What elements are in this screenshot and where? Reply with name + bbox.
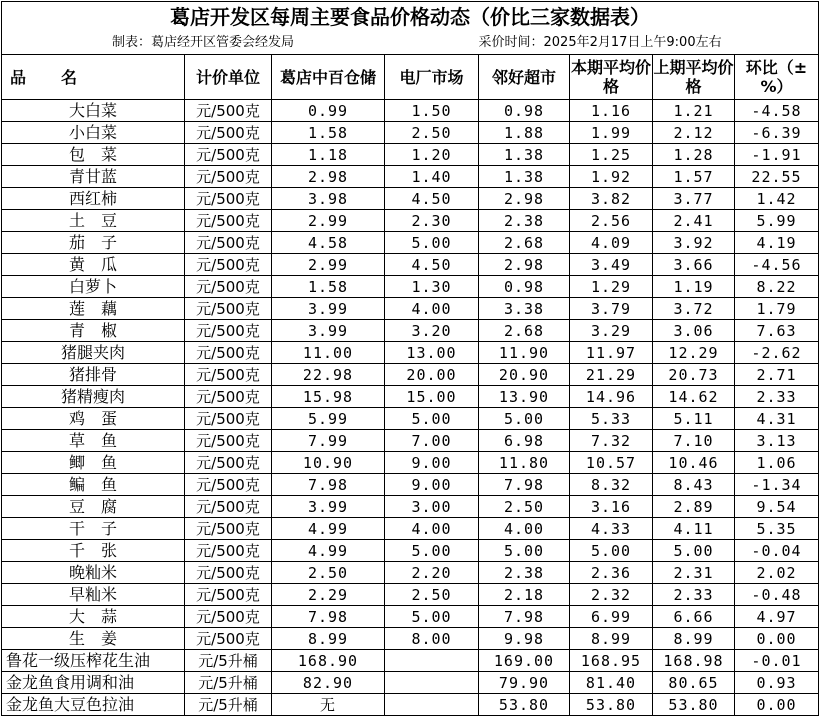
item-name: 晚籼米 [2, 562, 185, 584]
table-row [2, 584, 819, 606]
current-average: 4.33 [570, 518, 653, 540]
previous-average: 53.80 [653, 694, 735, 716]
price-store1: 2.50 [272, 562, 385, 584]
current-average: 1.25 [570, 144, 653, 166]
price-store1: 168.90 [272, 650, 385, 672]
current-average: 8.32 [570, 474, 653, 496]
price-store2: 5.00 [385, 606, 479, 628]
previous-average: 10.46 [653, 452, 735, 474]
change-percent: 9.54 [735, 496, 819, 518]
current-average: 168.95 [570, 650, 653, 672]
price-store1: 1.58 [272, 276, 385, 298]
price-store3: 13.90 [479, 386, 570, 408]
current-average: 2.56 [570, 210, 653, 232]
price-store2: 2.50 [385, 122, 479, 144]
unit-cell: 元/500克 [185, 562, 272, 584]
previous-average: 20.73 [653, 364, 735, 386]
price-store1: 1.58 [272, 122, 385, 144]
change-percent: -0.01 [735, 650, 819, 672]
item-name: 猪腿夹肉 [2, 342, 185, 364]
current-average: 2.36 [570, 562, 653, 584]
change-percent: 0.00 [735, 694, 819, 716]
price-store2 [385, 672, 479, 694]
table-row [2, 342, 819, 364]
price-store3: 5.00 [479, 408, 570, 430]
previous-average: 8.43 [653, 474, 735, 496]
previous-average: 1.57 [653, 166, 735, 188]
header-store1: 葛店中百仓储 [272, 55, 385, 100]
change-percent: 2.02 [735, 562, 819, 584]
price-store2: 3.00 [385, 496, 479, 518]
unit-cell: 元/500克 [185, 474, 272, 496]
maker-note: 制表：葛店经开区管委会经发局 [2, 32, 479, 55]
price-store2: 8.00 [385, 628, 479, 650]
unit-cell: 元/500克 [185, 276, 272, 298]
table-row [2, 210, 819, 232]
current-average: 3.29 [570, 320, 653, 342]
price-store2: 2.30 [385, 210, 479, 232]
table-row [2, 188, 819, 210]
table-row [2, 562, 819, 584]
item-name: 青 椒 [2, 320, 185, 342]
change-percent: 2.33 [735, 386, 819, 408]
header-current-average: 本期平均价格 [570, 55, 653, 100]
price-store2 [385, 650, 479, 672]
previous-average: 2.33 [653, 584, 735, 606]
table-row [2, 320, 819, 342]
unit-cell: 元/500克 [185, 628, 272, 650]
price-store1: 4.99 [272, 518, 385, 540]
current-average: 53.80 [570, 694, 653, 716]
change-percent: 0.93 [735, 672, 819, 694]
unit-cell: 元/500克 [185, 584, 272, 606]
price-store1: 5.99 [272, 408, 385, 430]
previous-average: 80.65 [653, 672, 735, 694]
price-store2: 20.00 [385, 364, 479, 386]
previous-average: 3.66 [653, 254, 735, 276]
price-store2: 1.50 [385, 100, 479, 122]
price-store3: 2.98 [479, 254, 570, 276]
price-store2: 5.00 [385, 232, 479, 254]
item-name: 猪排骨 [2, 364, 185, 386]
unit-cell: 元/500克 [185, 232, 272, 254]
table-row [2, 650, 819, 672]
change-percent: -0.04 [735, 540, 819, 562]
header-item: 品 名 [2, 55, 185, 100]
previous-average: 1.19 [653, 276, 735, 298]
price-store2: 9.00 [385, 452, 479, 474]
price-store1: 无 [272, 694, 385, 716]
price-store1: 2.98 [272, 166, 385, 188]
price-store1: 1.18 [272, 144, 385, 166]
previous-average: 3.92 [653, 232, 735, 254]
item-name: 西红柿 [2, 188, 185, 210]
price-store2: 1.30 [385, 276, 479, 298]
price-store3: 2.38 [479, 210, 570, 232]
price-store3: 1.88 [479, 122, 570, 144]
item-name: 大 蒜 [2, 606, 185, 628]
current-average: 1.99 [570, 122, 653, 144]
price-store1: 22.98 [272, 364, 385, 386]
price-store2: 13.00 [385, 342, 479, 364]
price-store3: 2.98 [479, 188, 570, 210]
price-store1: 11.00 [272, 342, 385, 364]
change-percent: -6.39 [735, 122, 819, 144]
current-average: 1.16 [570, 100, 653, 122]
previous-average: 3.77 [653, 188, 735, 210]
price-store2: 3.20 [385, 320, 479, 342]
price-store2: 4.50 [385, 254, 479, 276]
item-name: 土 豆 [2, 210, 185, 232]
current-average: 3.16 [570, 496, 653, 518]
price-store1: 82.90 [272, 672, 385, 694]
header-store3: 邻好超市 [479, 55, 570, 100]
price-store1: 10.90 [272, 452, 385, 474]
item-name: 茄 子 [2, 232, 185, 254]
current-average: 3.49 [570, 254, 653, 276]
table-row [2, 276, 819, 298]
change-percent: 7.63 [735, 320, 819, 342]
change-percent: -1.34 [735, 474, 819, 496]
unit-cell: 元/500克 [185, 144, 272, 166]
price-store3: 1.38 [479, 144, 570, 166]
unit-cell: 元/500克 [185, 540, 272, 562]
change-percent: 1.06 [735, 452, 819, 474]
item-name: 鲫 鱼 [2, 452, 185, 474]
previous-average: 3.06 [653, 320, 735, 342]
table-row [2, 254, 819, 276]
header-unit: 计价单位 [185, 55, 272, 100]
unit-cell: 元/5升桶 [185, 650, 272, 672]
unit-cell: 元/500克 [185, 364, 272, 386]
change-percent: 22.55 [735, 166, 819, 188]
item-name: 早籼米 [2, 584, 185, 606]
unit-cell: 元/500克 [185, 298, 272, 320]
table-row [2, 122, 819, 144]
change-percent: 5.35 [735, 518, 819, 540]
price-store3: 79.90 [479, 672, 570, 694]
price-store1: 15.98 [272, 386, 385, 408]
unit-cell: 元/500克 [185, 606, 272, 628]
price-store3: 1.38 [479, 166, 570, 188]
price-store1: 3.98 [272, 188, 385, 210]
table-row [2, 694, 819, 716]
change-percent: 8.22 [735, 276, 819, 298]
price-store1: 3.99 [272, 298, 385, 320]
price-store3: 11.90 [479, 342, 570, 364]
price-table [1, 1, 819, 716]
price-store1: 2.99 [272, 254, 385, 276]
price-store3: 4.00 [479, 518, 570, 540]
price-store3: 3.38 [479, 298, 570, 320]
previous-average: 2.12 [653, 122, 735, 144]
change-percent: 4.97 [735, 606, 819, 628]
item-name: 猪精瘦肉 [2, 386, 185, 408]
table-row [2, 100, 819, 122]
table-row [2, 628, 819, 650]
unit-cell: 元/500克 [185, 210, 272, 232]
price-store2: 9.00 [385, 474, 479, 496]
unit-cell: 元/500克 [185, 100, 272, 122]
item-name: 小白菜 [2, 122, 185, 144]
price-store1: 7.99 [272, 430, 385, 452]
price-store1: 2.99 [272, 210, 385, 232]
current-average: 7.32 [570, 430, 653, 452]
unit-cell: 元/500克 [185, 188, 272, 210]
unit-cell: 元/500克 [185, 122, 272, 144]
unit-cell: 元/500克 [185, 518, 272, 540]
price-store3: 2.38 [479, 562, 570, 584]
table-row [2, 540, 819, 562]
change-percent: -2.62 [735, 342, 819, 364]
price-store1: 4.99 [272, 540, 385, 562]
previous-average: 1.21 [653, 100, 735, 122]
price-store3: 53.80 [479, 694, 570, 716]
price-store2: 1.40 [385, 166, 479, 188]
price-store3: 9.98 [479, 628, 570, 650]
price-store3: 20.90 [479, 364, 570, 386]
price-store3: 2.18 [479, 584, 570, 606]
price-store1: 3.99 [272, 320, 385, 342]
change-percent: 3.13 [735, 430, 819, 452]
change-percent: 5.99 [735, 210, 819, 232]
price-store2: 4.00 [385, 298, 479, 320]
item-name: 鲁花一级压榨花生油 [2, 650, 185, 672]
current-average: 1.29 [570, 276, 653, 298]
previous-average: 3.72 [653, 298, 735, 320]
change-percent: -1.91 [735, 144, 819, 166]
price-store1: 8.99 [272, 628, 385, 650]
table-row [2, 518, 819, 540]
unit-cell: 元/500克 [185, 386, 272, 408]
table-row [2, 672, 819, 694]
item-name: 莲 藕 [2, 298, 185, 320]
change-percent: 1.79 [735, 298, 819, 320]
header-change: 环比（±%） [735, 55, 819, 100]
price-store1: 4.58 [272, 232, 385, 254]
price-store2: 7.00 [385, 430, 479, 452]
header-store2: 电厂市场 [385, 55, 479, 100]
previous-average: 168.98 [653, 650, 735, 672]
current-average: 14.96 [570, 386, 653, 408]
table-row [2, 166, 819, 188]
item-name: 生 姜 [2, 628, 185, 650]
table-row [2, 496, 819, 518]
table-row [2, 232, 819, 254]
item-name: 金龙鱼大豆色拉油 [2, 694, 185, 716]
change-percent: 4.19 [735, 232, 819, 254]
change-percent: 2.71 [735, 364, 819, 386]
price-store3: 2.68 [479, 232, 570, 254]
change-percent: 0.00 [735, 628, 819, 650]
change-percent: -0.48 [735, 584, 819, 606]
table-row [2, 430, 819, 452]
price-store3: 169.00 [479, 650, 570, 672]
price-store3: 0.98 [479, 100, 570, 122]
previous-average: 7.10 [653, 430, 735, 452]
item-name: 金龙鱼食用调和油 [2, 672, 185, 694]
current-average: 4.09 [570, 232, 653, 254]
change-percent: 4.31 [735, 408, 819, 430]
item-name: 鸡 蛋 [2, 408, 185, 430]
price-store2: 4.50 [385, 188, 479, 210]
price-store2: 1.20 [385, 144, 479, 166]
current-average: 3.79 [570, 298, 653, 320]
price-store1: 7.98 [272, 606, 385, 628]
current-average: 21.29 [570, 364, 653, 386]
price-store3: 7.98 [479, 474, 570, 496]
item-name: 黄 瓜 [2, 254, 185, 276]
unit-cell: 元/5升桶 [185, 694, 272, 716]
current-average: 1.92 [570, 166, 653, 188]
unit-cell: 元/500克 [185, 430, 272, 452]
previous-average: 5.11 [653, 408, 735, 430]
table-row [2, 408, 819, 430]
table-row [2, 386, 819, 408]
item-name: 包 菜 [2, 144, 185, 166]
item-name: 干 子 [2, 518, 185, 540]
current-average: 6.99 [570, 606, 653, 628]
item-name: 青甘蓝 [2, 166, 185, 188]
price-store2: 5.00 [385, 408, 479, 430]
change-percent: -4.58 [735, 100, 819, 122]
current-average: 5.33 [570, 408, 653, 430]
header-row [2, 55, 819, 100]
table-row [2, 298, 819, 320]
previous-average: 2.31 [653, 562, 735, 584]
previous-average: 12.29 [653, 342, 735, 364]
previous-average: 2.41 [653, 210, 735, 232]
price-store2: 2.20 [385, 562, 479, 584]
previous-average: 6.66 [653, 606, 735, 628]
price-store3: 5.00 [479, 540, 570, 562]
price-store1: 3.99 [272, 496, 385, 518]
current-average: 2.32 [570, 584, 653, 606]
table-row [2, 606, 819, 628]
item-name: 鳊 鱼 [2, 474, 185, 496]
item-name: 大白菜 [2, 100, 185, 122]
sheet-title: 葛店开发区每周主要食品价格动态（价比三家数据表） [2, 2, 819, 33]
item-name: 豆 腐 [2, 496, 185, 518]
price-store2: 5.00 [385, 540, 479, 562]
item-name: 草 鱼 [2, 430, 185, 452]
price-time-note: 采价时间：2025年2月17日上午9:00左右 [479, 32, 819, 55]
current-average: 10.57 [570, 452, 653, 474]
header-previous-average: 上期平均价格 [653, 55, 735, 100]
item-name: 千 张 [2, 540, 185, 562]
unit-cell: 元/5升桶 [185, 672, 272, 694]
unit-cell: 元/500克 [185, 320, 272, 342]
previous-average: 2.89 [653, 496, 735, 518]
current-average: 81.40 [570, 672, 653, 694]
table-row [2, 364, 819, 386]
unit-cell: 元/500克 [185, 166, 272, 188]
table-row [2, 144, 819, 166]
price-store1: 0.99 [272, 100, 385, 122]
unit-cell: 元/500克 [185, 254, 272, 276]
previous-average: 14.62 [653, 386, 735, 408]
price-store2 [385, 694, 479, 716]
unit-cell: 元/500克 [185, 408, 272, 430]
price-store3: 7.98 [479, 606, 570, 628]
current-average: 3.82 [570, 188, 653, 210]
previous-average: 5.00 [653, 540, 735, 562]
previous-average: 4.11 [653, 518, 735, 540]
unit-cell: 元/500克 [185, 496, 272, 518]
price-store3: 6.98 [479, 430, 570, 452]
current-average: 8.99 [570, 628, 653, 650]
table-row [2, 474, 819, 496]
price-store2: 4.00 [385, 518, 479, 540]
unit-cell: 元/500克 [185, 452, 272, 474]
previous-average: 1.28 [653, 144, 735, 166]
price-store2: 15.00 [385, 386, 479, 408]
price-store1: 7.98 [272, 474, 385, 496]
price-store1: 2.29 [272, 584, 385, 606]
unit-cell: 元/500克 [185, 342, 272, 364]
price-store3: 11.80 [479, 452, 570, 474]
price-store2: 2.50 [385, 584, 479, 606]
table-row [2, 452, 819, 474]
price-store3: 2.68 [479, 320, 570, 342]
current-average: 11.97 [570, 342, 653, 364]
previous-average: 8.99 [653, 628, 735, 650]
price-store3: 0.98 [479, 276, 570, 298]
price-store3: 2.50 [479, 496, 570, 518]
current-average: 5.00 [570, 540, 653, 562]
change-percent: 1.42 [735, 188, 819, 210]
change-percent: -4.56 [735, 254, 819, 276]
item-name: 白萝卜 [2, 276, 185, 298]
